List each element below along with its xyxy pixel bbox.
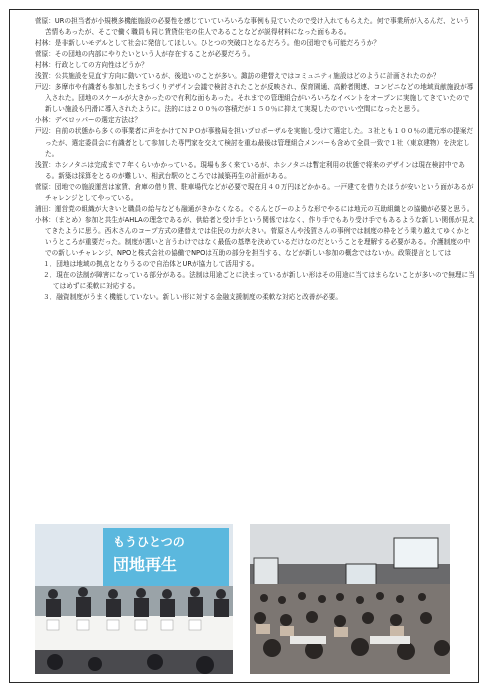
numbered-item: ２．現在の法制が障害になっている部分がある。法制は用途ごとに決まっているが新しい形はその用途に当てはまらないことが多いので無理に当てはめずに柔軟に対応する。 bbox=[43, 271, 475, 291]
numbered-item: １．団地は地域の拠点となりうるので自治体とURが協力して活用する。 bbox=[43, 260, 259, 269]
banner-line-1: もうひとつの bbox=[113, 535, 185, 549]
dialogue-paragraph: 菅原：URの担当者が小規模多機能施設の必要性を感じていていろいろな事例も見ていたので受け入れてもらえた。何で事業所が入るんだ、という苦情もあったが、そこで働く職員も同じ賃貸住宅の住人であることなどが説得材料になった面もある。 bbox=[35, 17, 470, 37]
panel-table bbox=[35, 616, 233, 650]
dialogue-paragraph: 菅原：団地での施設運営は家賃、倉庫の借り賃、駐車場代などが必要で現在月４０万円ほどかかる。一戸建てを借りたほうが安いという面があるがチャレンジとしてやっている。 bbox=[35, 182, 474, 202]
dialogue-paragraph: 村林：是非新しいモデルとして社会に発信してほしい。ひとつの突破口となるだろう。他の団地でも可能だろうか？ bbox=[35, 39, 381, 48]
dialogue-paragraph: 小林：デベロッパーの選定方法は？ bbox=[35, 116, 142, 125]
dialogue-paragraph: 浅賀：ホシノタニは完成まで７年くらいかかっている。現場も多く来ているが、ホシノタニは暫定利用の状態で将来のデザインは現在検討中である。新築は採算をとるのが難しい、相武台駅のところでは減築再生の計画がある。 bbox=[35, 160, 465, 180]
numbered-item: ３．融資制度がうまく機能していない。新しい形に対する金融支援制度の柔軟な対応と改善が必要。 bbox=[43, 293, 342, 302]
dialogue-paragraph: 浦田：運営党の組織が大きいと職員の給与なども融通がきかなくなる。ぐるんとびーのような形でやるには地元の互助組織との協働が必要と思う。 bbox=[35, 204, 474, 213]
document-page bbox=[9, 9, 479, 683]
dialogue-paragraph: 小林：（まとめ）参加と共生がAHLAの理念であるが、供給者と受け手という関係ではなく、作り手でもあり受け手でもあるような新しい関係が見えてきたように思う。西木さんのコープ方式の建替えでは住民の力が大きい。菅原さんや浅賀さんの事例では制度の枠をどう乗り越えてゆくかというところが重要だった。制度が悪いと言うわけではなく最低の基準を決めているだけなのだということを理解する必要がある。介護制度の中での新しいチャレンジ、NPOと株式会社の協働でNPOは互助の部分を担当する、などが新しい参加の概念ではないか。政策提言としては bbox=[35, 215, 475, 257]
photo-audience-hall bbox=[250, 524, 450, 674]
dialogue-paragraph: 戸辺：自前の状態から多くの事業者に声をかけてＮＰＯが事務局を担いプロポーザルを実施し受けて選定した。３社とも１００％の還元率の提案だったが、選定委員会に有識者として参加した専門家を交えて検討を重ね最後は管理組合メンバーも含めて全員一致で１社（東京建物）を決定した。 bbox=[35, 127, 474, 158]
dialogue-paragraph: 浅賀：公共施設を見直す方向に動いているが、後追いのことが多い。諏訪の建替えではコミュニティ施設はどのように計画されたのか？ bbox=[35, 72, 440, 81]
photo-panel-drawing bbox=[35, 524, 233, 674]
banner-line-2: 団地再生 bbox=[113, 555, 178, 574]
photo-panel-discussion bbox=[35, 524, 233, 674]
dialogue-paragraph: 戸辺：多摩市や有識者も参加したまちづくりデザイン会議で検討されたことが反映され、保育園通、高齢者関連、コンビニなどの地域貢献施設が導入された。団地のスケールが大きかったので有利な面もあった。それまでの管理組合がいろいろなイベントをオープンに実施してきていたので新しい施設も円滑に導入されたように。法的には２００％の容積だが１５０％に抑えて実現したのでいい空間になったと思う。 bbox=[35, 83, 474, 114]
photo-hall-drawing bbox=[250, 524, 450, 674]
body-text bbox=[35, 16, 475, 303]
dialogue-paragraph: 村林：行政としての方向性はどうか？ bbox=[35, 61, 148, 70]
projection-screen-center bbox=[346, 564, 376, 586]
projection-screen-right bbox=[394, 538, 438, 568]
dialogue-paragraph: 菅原：その団地の内部にやりたいという人が存在することが必要だろう。 bbox=[35, 50, 255, 59]
